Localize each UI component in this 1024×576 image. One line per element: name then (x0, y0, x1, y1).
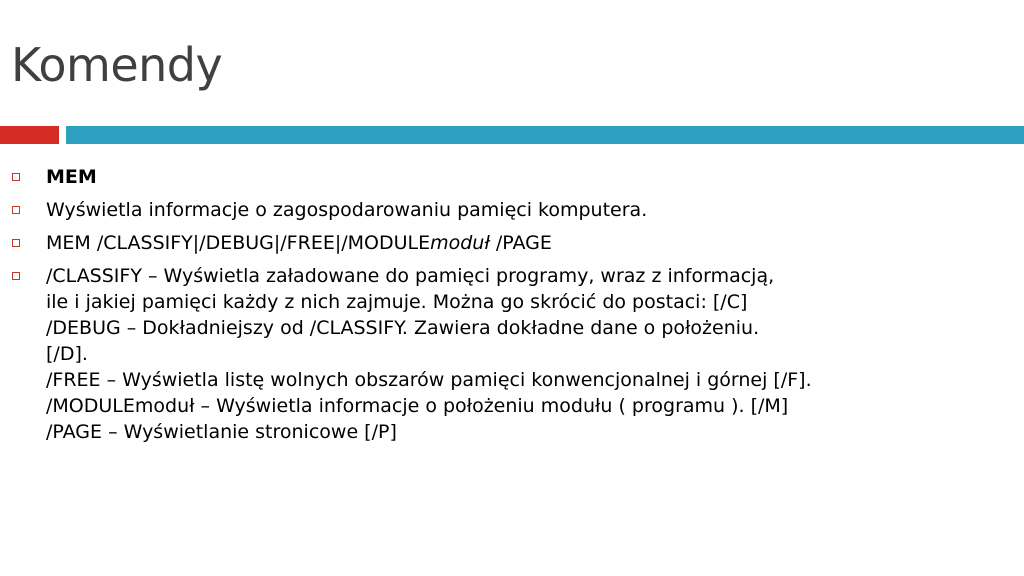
square-bullet-icon (12, 206, 20, 214)
option-line: [/D]. (46, 343, 88, 365)
option-line: /MODULEmoduł – Wyświetla informacje o położeniu modułu ( programu ). [/M] (46, 395, 789, 417)
option-line: /CLASSIFY – Wyświetla załadowane do pamięci programy, wraz z informacją, (46, 265, 775, 287)
list-item-syntax (0, 230, 1024, 256)
square-bullet-icon (12, 239, 20, 247)
option-line: /PAGE – Wyświetlanie stronicowe [/P] (46, 421, 397, 443)
list-item-description (0, 197, 1024, 223)
square-bullet-icon (12, 173, 20, 181)
option-line: ile i jakiej pamięci każdy z nich zajmuje. Można go skrócić do postaci: [/C] (46, 291, 748, 313)
item-text: Wyświetla informacje o zagospodarowaniu pamięci komputera. (46, 199, 648, 221)
option-line: /FREE – Wyświetla listę wolnych obszarów pamięci konwencjonalnej i górnej [/F]. (46, 369, 812, 391)
syntax-param-italic: moduł (430, 232, 490, 254)
accent-bar-red (0, 126, 59, 144)
slide-title: Komendy (11, 38, 223, 92)
accent-bar-blue (66, 126, 1024, 144)
option-line: /DEBUG – Dokładniejszy od /CLASSIFY. Zawiera dokładne dane o położeniu. (46, 317, 760, 339)
syntax-text-end: /PAGE (489, 232, 552, 254)
square-bullet-icon (12, 272, 20, 280)
list-item-options (0, 263, 1024, 445)
bullet-list (0, 164, 1024, 452)
list-item-mem (0, 164, 1024, 190)
item-text: MEM (46, 166, 97, 188)
syntax-text: MEM /CLASSIFY|/DEBUG|/FREE|/MODULE (46, 232, 431, 254)
